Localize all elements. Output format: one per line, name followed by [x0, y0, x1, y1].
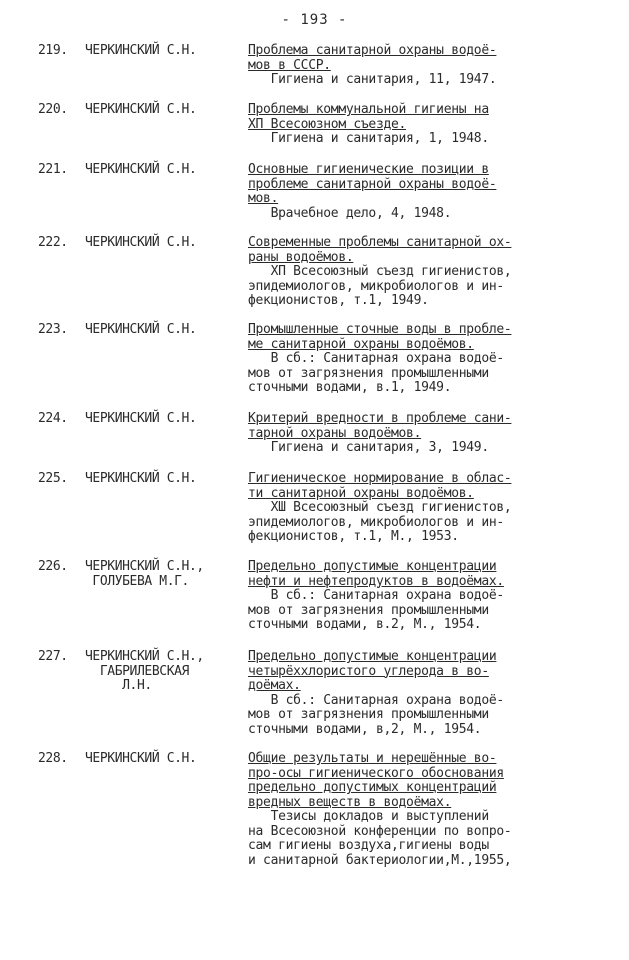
entry-source-line: ХП Всесоюзный съезд гигиенистов, [248, 264, 512, 279]
entry-title-line: Гигиеническое нормирование в облас- [248, 471, 512, 486]
entry-authors [85, 236, 245, 251]
entry-authors [85, 752, 245, 767]
entry-number: 225. [38, 471, 68, 486]
author-name: Л.Н. [85, 678, 152, 693]
author-name: ЧЕРКИНСКИЙ С.Н. [85, 162, 197, 177]
entry-body [248, 650, 608, 737]
entry-authors [85, 163, 245, 178]
entry-title-line: ти санитарной охраны водоёмов. [248, 485, 474, 501]
entry-authors [85, 323, 245, 338]
entry-body [248, 752, 608, 868]
author-name: ЧЕРКИНСКИЙ С.Н. [85, 43, 197, 58]
entry-title-line: Современные проблемы санитарной ох- [248, 235, 512, 250]
entry-title-line: проблеме санитарной охраны водоё- [248, 176, 497, 192]
entry-source-line: Врачебное дело, 4, 1948. [248, 205, 452, 221]
entry-title-line: ме санитарной охраны водоёмов. [248, 336, 474, 352]
entry-title-line: ХП Всесоюзном съезде. [248, 116, 407, 132]
entry-title-line: вредных веществ в водоёмах. [248, 794, 452, 810]
entry-title-line: Общие результаты и нерешённые во- [248, 751, 497, 766]
author-name: ЧЕРКИНСКИЙ С.Н., [85, 649, 204, 664]
entry-title-line: Проблемы коммунальной гигиены на [248, 102, 489, 117]
entry-title-line: Промышленные сточные воды в пробле- [248, 322, 512, 337]
entry-title-line: Предельно допустимые концентрации [248, 649, 497, 664]
entry-number: 222. [38, 235, 68, 250]
entry-body [248, 560, 608, 633]
entry-source-line: сточными водами, в,2, М., 1954. [248, 721, 482, 737]
entry-authors [85, 103, 245, 118]
entry-source-line: эпидемиологов, микробиологов и ин- [248, 514, 504, 530]
entry-source-line: ХШ Всесоюзный съезд гигиенистов, [248, 500, 512, 515]
entry-number: 221. [38, 162, 68, 177]
entry-number: 228. [38, 751, 68, 766]
entry-title-line: предельно допустимых концентраций [248, 780, 497, 795]
entry-source-line: Тезисы докладов и выступлений [248, 809, 489, 824]
entry-source-line: и санитарной бактериологии,М.,1955, [248, 852, 512, 868]
entry-source-line: В сб.: Санитарная охрана водоё- [248, 351, 504, 366]
entry-source-line: мов от загрязнения промышленными [248, 602, 489, 618]
author-name: ЧЕРКИНСКИЙ С.Н. [85, 322, 197, 337]
entry-number: 224. [38, 411, 68, 426]
entry-authors [85, 560, 245, 589]
entry-source-line: сам гигиены воздуха,гигиены воды [248, 838, 489, 853]
entry-authors [85, 472, 245, 487]
entry-number: 227. [38, 649, 68, 664]
entry-title-line: Проблема санитарной охраны водоё- [248, 43, 497, 58]
entry-title-line: про-осы гигиенического обоснования [248, 765, 504, 781]
entry-body [248, 236, 608, 309]
entry-body [248, 472, 608, 545]
entry-source-line: Гигиена и санитария, 1, 1948. [248, 131, 489, 146]
entry-authors [85, 412, 245, 427]
entry-source-line: мов от загрязнения промышленными [248, 707, 489, 722]
entry-title-line: Критерий вредности в проблеме сани- [248, 411, 512, 426]
page-number: - 193 - [281, 12, 348, 28]
entry-title-line: мов. [248, 191, 279, 206]
entry-source-line: фекционистов, т.1, 1949. [248, 293, 429, 308]
author-name: ЧЕРКИНСКИЙ С.Н., [85, 559, 204, 574]
author-name: ЧЕРКИНСКИЙ С.Н. [85, 751, 197, 766]
author-name: ГОЛУБЕВА М.Г. [85, 573, 189, 589]
entry-number: 223. [38, 322, 68, 337]
entry-number: 220. [38, 102, 68, 117]
entry-source-line: Гигиена и санитария, 11, 1947. [248, 72, 497, 87]
entry-authors [85, 44, 245, 59]
entry-title-line: доёмах. [248, 678, 301, 693]
entry-source-line: В сб.: Санитарная охрана водоё- [248, 588, 504, 603]
entry-title-line: раны водоёмов. [248, 249, 354, 265]
entry-title-line: тарной охраны водоёмов. [248, 425, 422, 441]
entry-number: 226. [38, 559, 68, 574]
entry-body [248, 103, 608, 147]
author-name: ЧЕРКИНСКИЙ С.Н. [85, 471, 197, 486]
entry-title-line: мов в СССР. [248, 57, 331, 73]
entry-body [248, 44, 608, 88]
entry-body [248, 412, 608, 456]
entry-authors [85, 650, 245, 694]
author-name: ЧЕРКИНСКИЙ С.Н. [85, 102, 197, 117]
author-name: ЧЕРКИНСКИЙ С.Н. [85, 411, 197, 426]
entry-body [248, 323, 608, 396]
entry-number: 219. [38, 43, 68, 58]
entry-body [248, 163, 608, 221]
entry-source-line: фекционистов, т.1, М., 1953. [248, 529, 459, 544]
author-name: ЧЕРКИНСКИЙ С.Н. [85, 235, 197, 250]
entry-source-line: сточными водами, в.1, 1949. [248, 380, 452, 395]
author-name: ГАБРИЛЕВСКАЯ [85, 663, 189, 679]
entry-source-line: В сб.: Санитарная охрана водоё- [248, 692, 504, 708]
entry-source-line: эпидемиологов, микробиологов и ин- [248, 278, 504, 294]
entry-title-line: Основные гигиенические позиции в [248, 162, 489, 177]
entry-title-line: четырёххлористого углерода в во- [248, 663, 489, 679]
entry-source-line: на Всесоюзной конференции по вопро- [248, 823, 512, 839]
entry-source-line: Гигиена и санитария, 3, 1949. [248, 440, 489, 455]
entry-source-line: сточными водами, в.2, М., 1954. [248, 617, 482, 632]
entry-title-line: Предельно допустимые концентрации [248, 559, 497, 574]
entry-source-line: мов от загрязнения промышленными [248, 365, 489, 381]
entry-title-line: нефти и нефтепродуктов в водоёмах. [248, 573, 504, 589]
